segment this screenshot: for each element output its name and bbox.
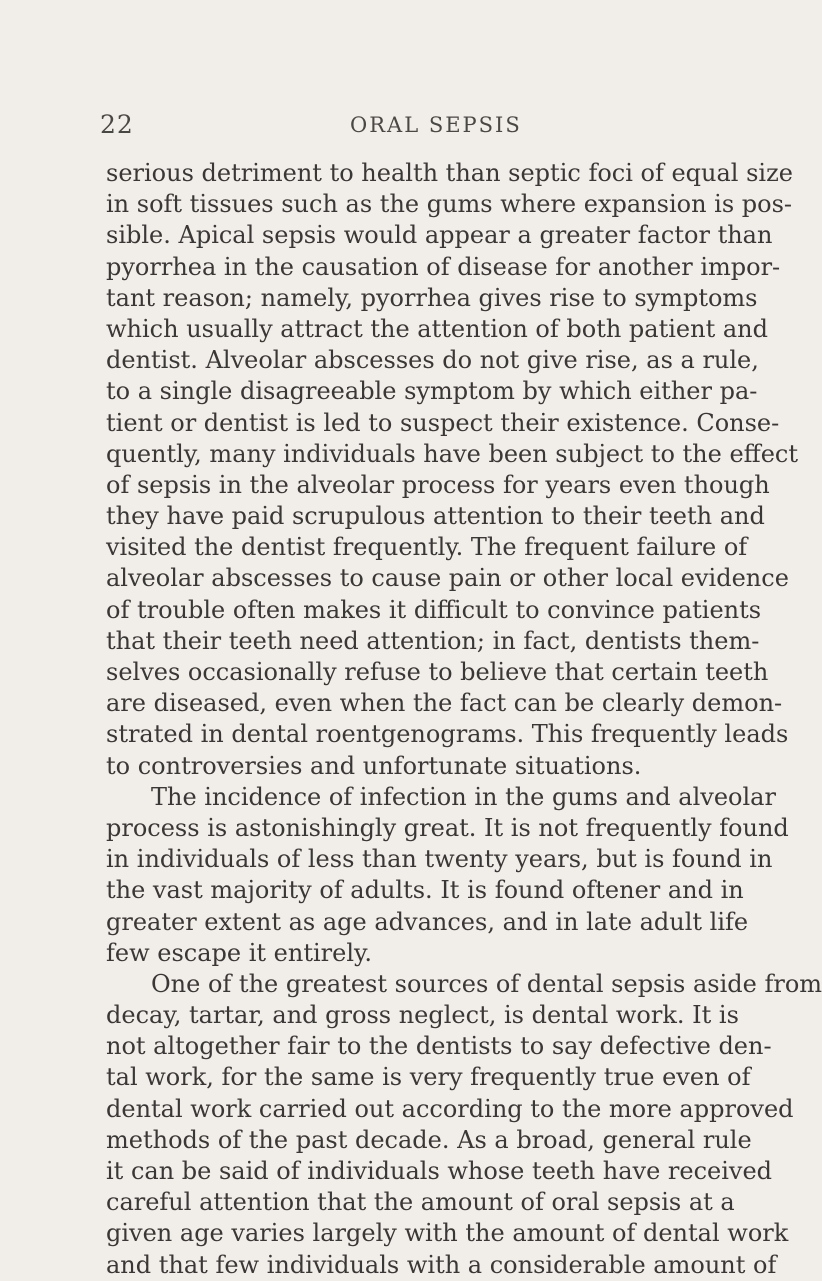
paragraph: [106, 969, 822, 1281]
text-line: are diseased, even when the fact can be clearly demon-: [106, 689, 783, 718]
text-line: greater extent as age advances, and in late adult life: [106, 907, 749, 936]
text-line: not altogether fair to the dentists to say defective den-: [106, 1032, 772, 1061]
text-line: strated in dental roentgenograms. This frequently leads: [106, 720, 789, 749]
text-line: they have paid scrupulous attention to their teeth and: [106, 502, 765, 531]
text-line: and that few individuals with a considerable amount of: [106, 1250, 777, 1279]
text-line: that their teeth need attention; in fact, dentists them-: [106, 626, 760, 655]
text-line: tal work, for the same is very frequently true even of: [106, 1063, 751, 1092]
text-line: tient or dentist is led to suspect their existence. Conse-: [106, 408, 780, 437]
text-line: which usually attract the attention of both patient and: [106, 314, 768, 343]
paragraph: [106, 158, 799, 782]
text-line: careful attention that the amount of oral sepsis at a: [106, 1188, 735, 1217]
body-text: [106, 158, 822, 1281]
text-line: of sepsis in the alveolar process for years even though: [106, 470, 770, 499]
text-line: methods of the past decade. As a broad, general rule: [106, 1125, 752, 1154]
text-line: in individuals of less than twenty years, but is found in: [106, 845, 773, 874]
text-line: decay, tartar, and gross neglect, is dental work. It is: [106, 1001, 739, 1030]
text-line: visited the dentist frequently. The frequent failure of: [106, 533, 748, 562]
text-line: sible. Apical sepsis would appear a greater factor than: [106, 221, 773, 250]
text-line: tant reason; namely, pyorrhea gives rise to symptoms: [106, 283, 758, 312]
text-line: pyorrhea in the causation of disease for another impor-: [106, 252, 781, 281]
text-line: given age varies largely with the amount of dental work: [106, 1219, 789, 1248]
page-number: 22: [100, 110, 134, 139]
text-line: of trouble often makes it difficult to convince patients: [106, 595, 762, 624]
text-line: quently, many individuals have been subject to the effect: [106, 439, 799, 468]
text-line: to a single disagreeable symptom by which either pa-: [106, 377, 758, 406]
text-line: the vast majority of adults. It is found oftener and in: [106, 876, 744, 905]
text-line: One of the greatest sources of dental sepsis aside from: [151, 969, 822, 998]
text-line: dental work carried out according to the more approved: [106, 1094, 794, 1123]
text-line: to controversies and unfortunate situations.: [106, 751, 642, 780]
text-line: serious detriment to health than septic foci of equal size: [106, 159, 793, 187]
text-line: selves occasionally refuse to believe that certain teeth: [106, 658, 769, 686]
text-line: in soft tissues such as the gums where expansion is pos-: [106, 190, 793, 219]
running-head: ORAL SEPSIS: [350, 113, 522, 137]
page-header: [100, 110, 720, 140]
text-line: dentist. Alveolar abscesses do not give rise, as a rule,: [106, 346, 759, 375]
text-line: process is astonishingly great. It is not frequently found: [106, 813, 789, 842]
text-line: few escape it entirely.: [106, 938, 373, 967]
text-line: alveolar abscesses to cause pain or other local evidence: [106, 564, 789, 593]
text-line: it can be said of individuals whose teeth have received: [106, 1157, 773, 1185]
paragraph: [106, 782, 789, 969]
text-line: The incidence of infection in the gums and alveolar: [151, 782, 776, 811]
